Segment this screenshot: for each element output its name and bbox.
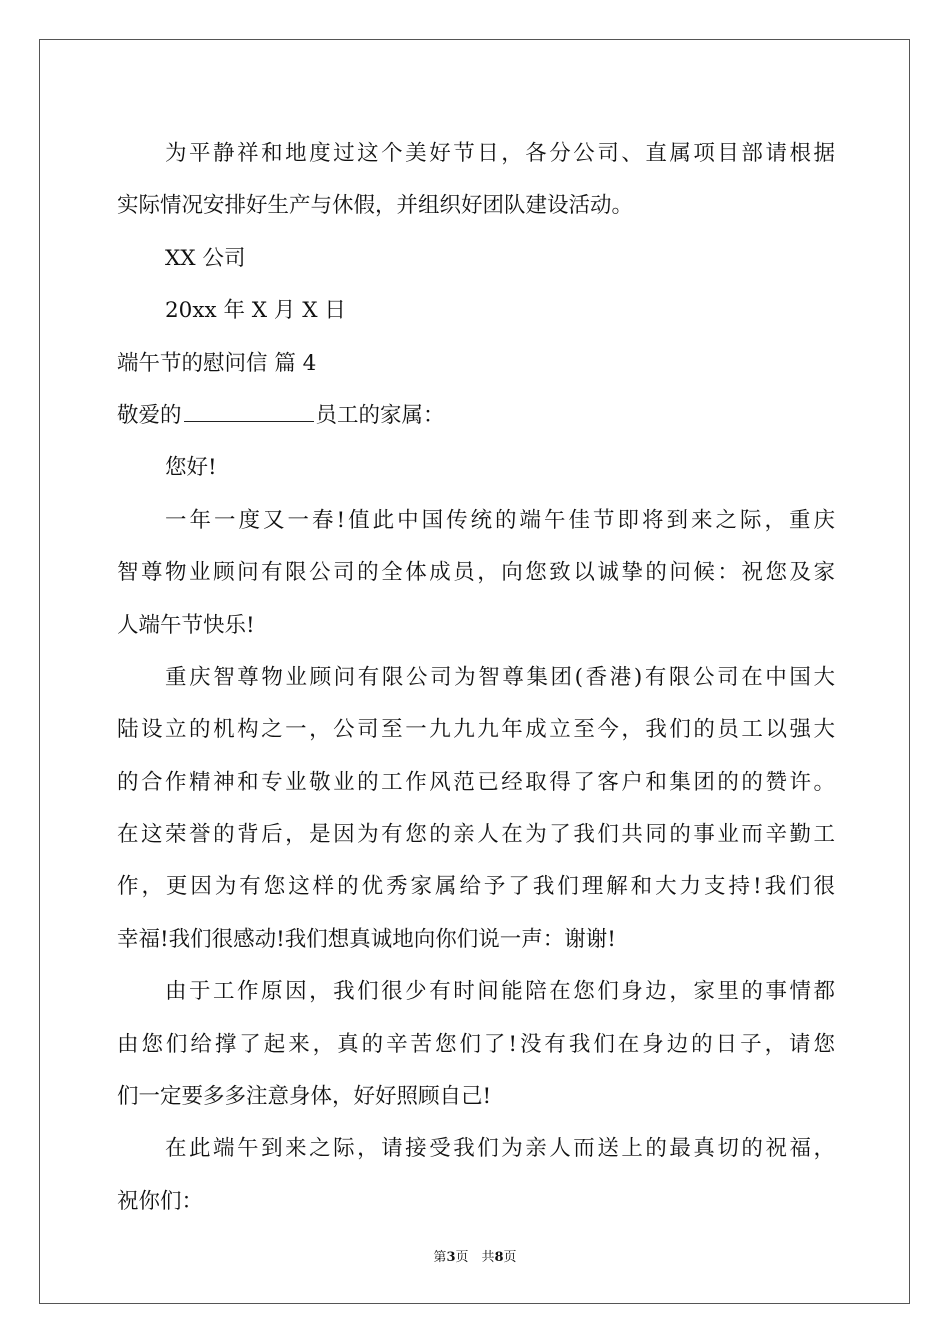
text-line: 实际情况安排好生产与休假，并组织好团队建设活动。 [117,193,634,219]
text-line: 作，更因为有您这样的优秀家属给予了我们理解和大力支持!我们很 [117,874,835,900]
document-body [117,128,835,1228]
text-line: 陆设立的机构之一，公司至一九九九年成立至今，我们的员工以强大 [117,717,835,743]
salutation-line [117,390,835,442]
salutation-prefix: 敬爱的 [117,402,182,428]
text-line: 的合作精神和专业敬业的工作风范已经取得了客户和集团的的赞许。 [117,769,835,795]
page-suffix: 页 [503,1250,517,1265]
text-line: 在此端午到来之际，请接受我们为亲人而送上的最真切的祝福， [165,1136,835,1162]
text-line: 由您们给撑了起来，真的辛苦您们了!没有我们在身边的日子，请您 [117,1031,835,1057]
text-line: 重庆智尊物业顾问有限公司为智尊集团(香港)有限公司在中国大 [165,664,835,690]
greeting: 您好! [165,455,217,481]
page-prefix: 第 [433,1250,447,1265]
text-line: 们一定要多多注意身体，好好照顾自己! [117,1084,492,1110]
page-footer [0,1246,950,1265]
page-current: 3 [446,1250,456,1265]
text-line: 幸福!我们很感动!我们想真诚地向你们说一声：谢谢! [117,926,616,952]
page-total: 8 [494,1250,504,1265]
text-line: 由于工作原因，我们很少有时间能陪在您们身边，家里的事情都 [165,979,835,1005]
page-mid: 页 共 [455,1250,495,1265]
signature-date: 20xx 年 X 月 X 日 [165,298,346,324]
text-line: 一年一度又一春!值此中国传统的端午佳节即将到来之际，重庆 [165,507,835,533]
text-line: 智尊物业顾问有限公司的全体成员，向您致以诚挚的问候：祝您及家 [117,560,835,586]
name-blank [184,403,314,422]
text-line: 人端午节快乐! [117,612,255,638]
section-heading: 端午节的慰问信 篇 4 [117,350,317,376]
text-line: 祝你们： [117,1188,204,1214]
company-signature: XX 公司 [165,245,246,271]
text-line: 在这荣誉的背后，是因为有您的亲人在为了我们共同的事业而辛勤工 [117,822,835,848]
salutation-suffix: 员工的家属： [315,402,445,428]
text-line: 为平静祥和地度过这个美好节日，各分公司、直属项目部请根据 [165,141,835,166]
